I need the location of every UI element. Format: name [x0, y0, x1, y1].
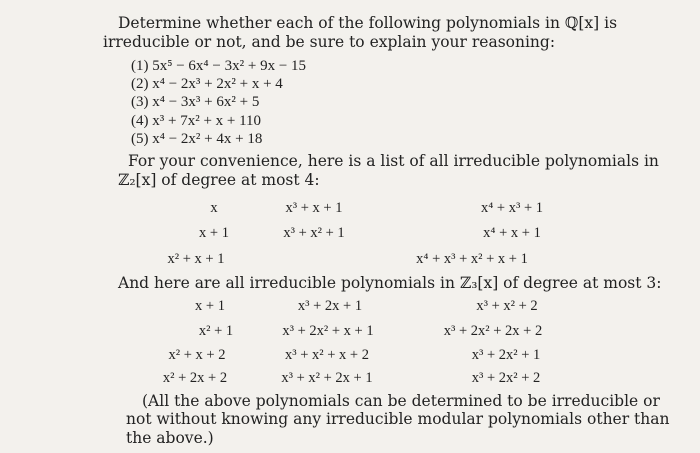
problem-5: (5) x⁴ − 2x² + 4x + 18 — [131, 131, 263, 147]
z2-cell: x⁴ + x³ + 1 — [480, 200, 544, 216]
z3-cell: x² + x + 2 — [168, 347, 226, 363]
z3-cell: x² + 1 — [198, 323, 234, 339]
intro-line-2: irreducible or not, and be sure to explain your reasoning: — [103, 33, 556, 51]
z3-cell: x³ + x² + 2x + 1 — [281, 370, 373, 386]
z3-cell: x² + 2x + 2 — [162, 370, 228, 386]
z3-cell: x³ + 2x² + 2x + 2 — [443, 323, 543, 339]
z2-cell: x + 1 — [199, 225, 229, 241]
note-line-3: the above.) — [126, 429, 214, 447]
problem-4: (4) x³ + 7x² + x + 110 — [131, 113, 262, 129]
z3-cell: x³ + 2x² + x + 1 — [282, 323, 374, 339]
z3-cell: x³ + x² + x + 2 — [285, 347, 369, 363]
z2-cell: x — [210, 200, 218, 216]
note-line-1: (All the above polynomials can be determined to be irreducible or — [142, 392, 660, 410]
z3-cell: x³ + 2x + 1 — [297, 298, 363, 314]
z3-cell: x + 1 — [195, 298, 225, 314]
intro-line-1: Determine whether each of the following polynomials in ℚ[x] is — [118, 14, 618, 32]
z2-intro-line-1: For your convenience, here is a list of all irreducible polynomials in — [128, 152, 659, 170]
z3-cell: x³ + 2x² + 2 — [471, 370, 541, 386]
z3-cell: x³ + x² + 2 — [476, 298, 538, 314]
z2-cell: x⁴ + x³ + x² + x + 1 — [416, 251, 528, 267]
z3-cell: x³ + 2x² + 1 — [471, 347, 541, 363]
note-line-2: not without knowing any irreducible modular polynomials other than — [126, 410, 670, 428]
problem-3: (3) x⁴ − 3x³ + 6x² + 5 — [131, 94, 260, 110]
problem-2: (2) x⁴ − 2x³ + 2x² + x + 4 — [131, 76, 283, 92]
z2-cell: x³ + x + 1 — [285, 200, 343, 216]
problem-1: (1) 5x⁵ − 6x⁴ − 3x² + 9x − 15 — [131, 58, 307, 74]
z3-intro: And here are all irreducible polynomials in ℤ₃[x] of degree at most 3: — [118, 274, 662, 292]
z2-cell: x³ + x² + 1 — [283, 225, 345, 241]
z2-cell: x⁴ + x + 1 — [483, 225, 541, 241]
z2-intro-line-2: ℤ₂[x] of degree at most 4: — [118, 171, 320, 189]
z2-cell: x² + x + 1 — [167, 251, 225, 267]
